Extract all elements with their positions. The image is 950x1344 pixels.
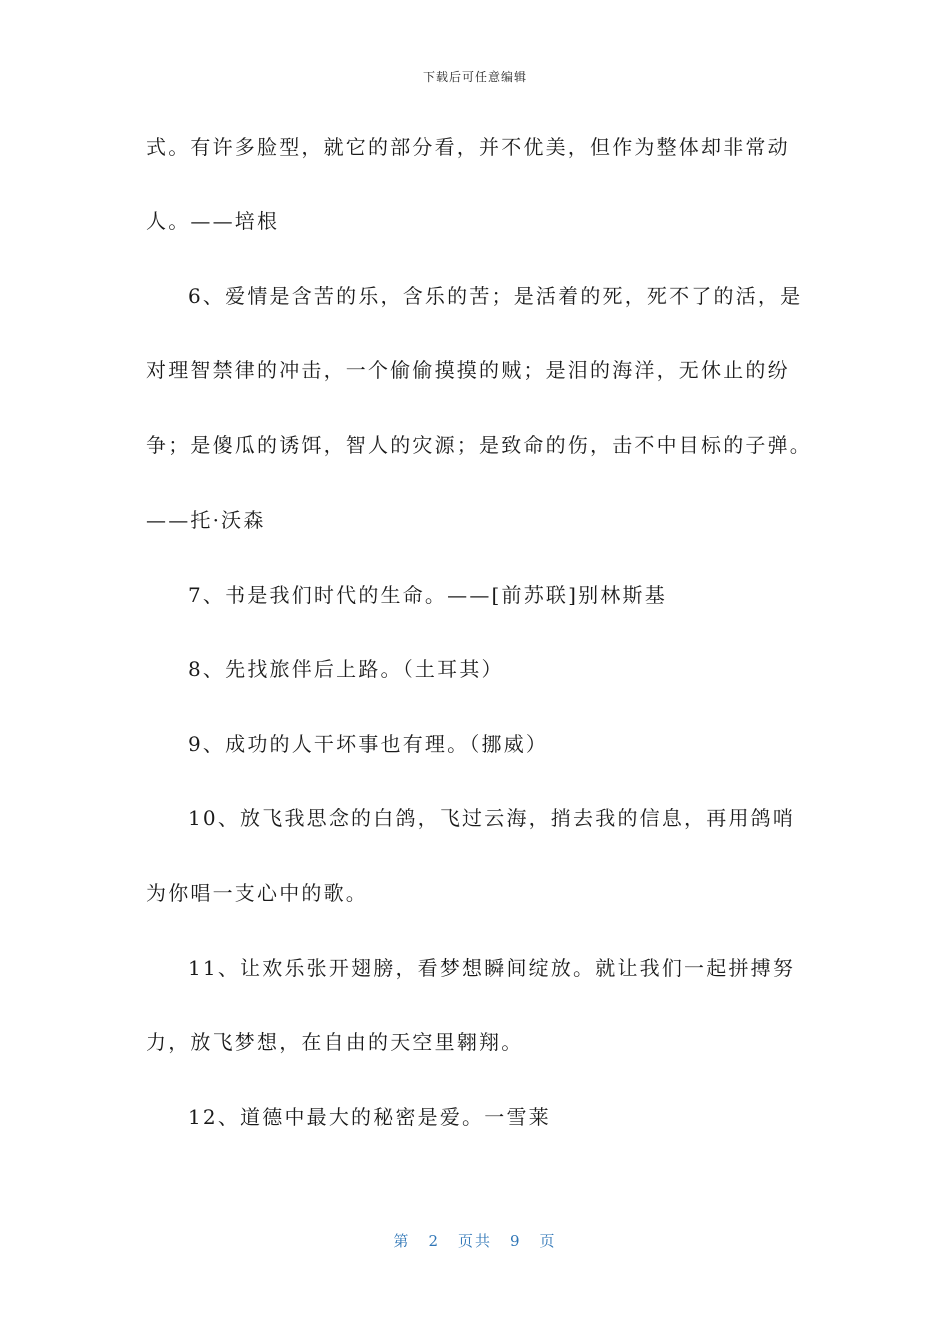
text-line: 人。——培根: [146, 209, 280, 233]
footer-label-total: 页共: [457, 1232, 492, 1250]
page-footer: [0, 1230, 950, 1251]
text-line: 12、道德中最大的秘密是爱。一雪莱: [188, 1105, 551, 1129]
text-line: 11、让欢乐张开翅膀，看梦想瞬间绽放。就让我们一起拼搏努: [188, 956, 796, 980]
text-line: ——托·沃森: [146, 508, 266, 532]
footer-label-page: 第: [393, 1232, 411, 1250]
text-line: 力，放飞梦想，在自由的天空里翱翔。: [146, 1030, 524, 1054]
text-line: 10、放飞我思念的白鸽，飞过云海，捎去我的信息，再用鸽哨: [188, 806, 796, 830]
text-line: 7、书是我们时代的生命。——[前苏联]别林斯基: [188, 583, 667, 607]
text-line: 式。有许多脸型，就它的部分看，并不优美，但作为整体却非常动: [146, 135, 790, 159]
current-page-number: 2: [428, 1232, 440, 1250]
text-line: 8、先找旅伴后上路。（土耳其）: [188, 657, 504, 681]
footer-label-end: 页: [539, 1232, 557, 1250]
page-header: 下载后可任意编辑: [422, 70, 527, 84]
text-line: 对理智禁律的冲击，一个偷偷摸摸的贼；是泪的海洋，无休止的纷: [146, 358, 790, 382]
total-pages-number: 9: [510, 1232, 522, 1250]
text-line: 为你唱一支心中的歌。: [146, 881, 368, 905]
text-line: 争；是傻瓜的诱饵，智人的灾源；是致命的伤，击不中目标的子弹。: [146, 433, 812, 457]
text-line: 9、成功的人干坏事也有理。（挪威）: [188, 732, 549, 756]
text-line: 6、爱情是含苦的乐，含乐的苦；是活着的死，死不了的活，是: [188, 284, 803, 308]
